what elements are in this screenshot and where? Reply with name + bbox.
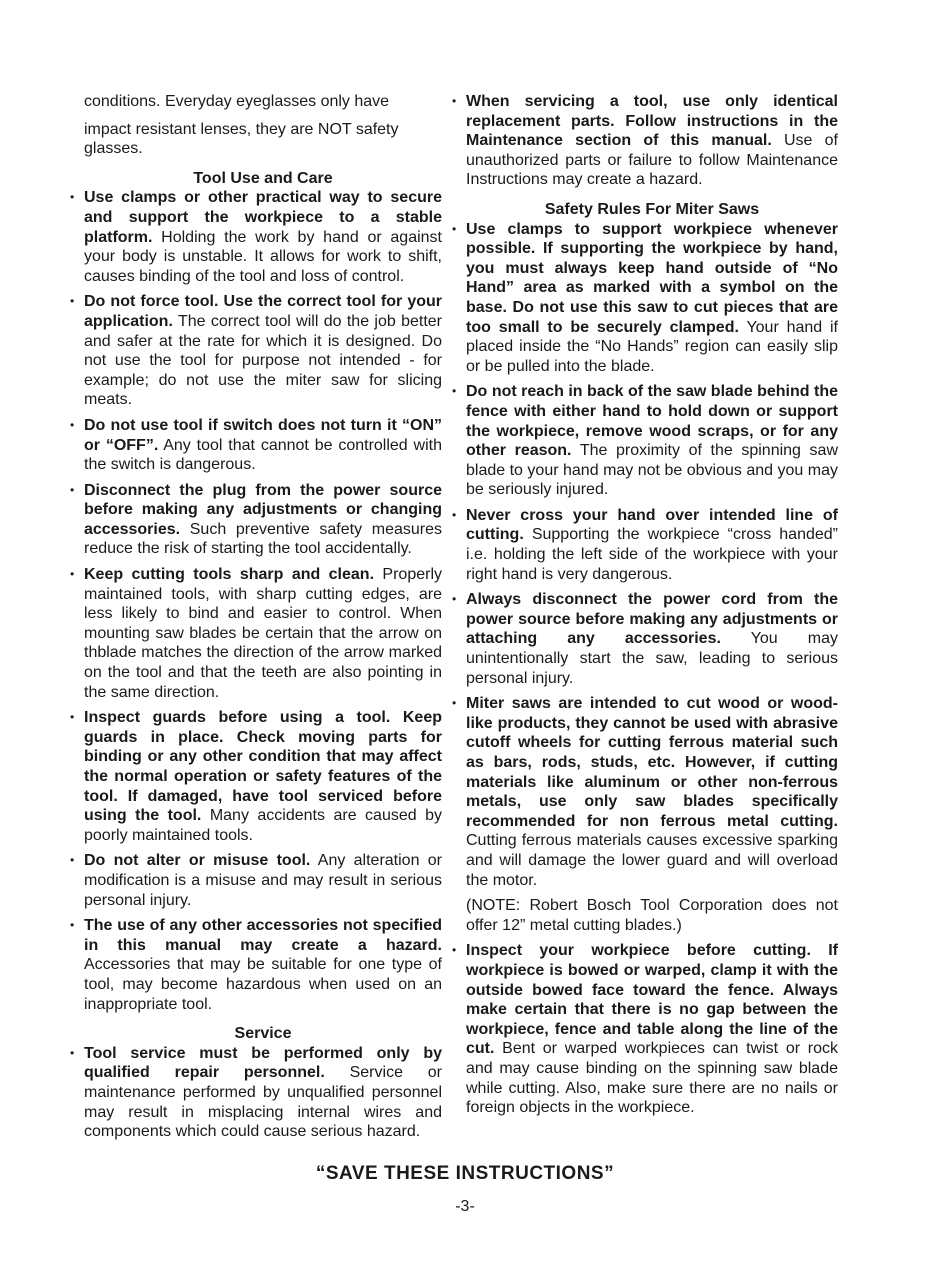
note-text: (NOTE: Robert Bosch Tool Corporation does not offer 12” metal cutting blades.) [466,897,838,934]
miter-saw-list [466,220,838,891]
rule-item: • Never cross your hand over intended line of cutting. Supporting the workpiece “cross handed” i.e. holding the left side of the workpiece with your right hand is very dangerous. [466,506,838,584]
rule-item: • Inspect your workpiece before cutting. If workpiece is bowed or warped, clamp it with the outside bowed face toward the fence. Always make certain that there is no gap between the workpiece, fence and table along the line of the cut. Bent or warped workpieces can twist or rock and may cause binding on the spinning saw blade while cutting. Also, make sure there are no nails or foreign objects in the workpiece. [466,941,838,1117]
service-heading: Service [234,1025,292,1043]
inspect-list [466,941,838,1117]
rule-item: • Do not reach in back of the saw blade behind the fence with either hand to hold down or support the workpiece, remove wood scraps, or for any other reason. The proximity of the spinning saw blade to your hand may not be obvious and you may be seriously injured. [466,382,838,500]
rule-item: • Use clamps to support workpiece whenever possible. If supporting the workpiece by hand, you must always keep hand outside of “No Hand” area as marked with a symbol on the base. Do not use this saw to cut pieces that are too small to be securely clamped. Your hand if placed inside the “No Hands” region can easily slip or be pulled into the blade. [466,220,838,377]
service-list [84,1044,442,1142]
rule-item: • Tool service must be performed only by qualified repair personnel. Service or maintenance performed by unqualified personnel may result in misplacing internal wires and components which could cause serious hazard. [84,1044,442,1142]
rule-item: • Use clamps or other practical way to secure and support the workpiece to a stable platform. Holding the work by hand or against your body is unstable. It allows for work to shift, causes binding of the tool and loss of control. [84,188,442,286]
intro-line: impact resistant lenses, they are NOT safety glasses. [84,120,399,158]
rule-item: • Always disconnect the power cord from the power source before making any adjustments or attaching any accessories. You may unintentionally start the saw, leading to serious personal injury. [466,590,838,688]
miter-saw-heading: Safety Rules For Miter Saws [544,200,760,218]
rule-item: • Inspect guards before using a tool. Keep guards in place. Check moving parts for binding or any other condition that may affect the normal operation or safety features of the tool. If damaged, have tool serviced before using the tool. Many accidents are caused by poorly maintained tools. [84,708,442,845]
servicing-list [466,92,838,190]
rule-item: • When servicing a tool, use only identical replacement parts. Follow instructions in the Maintenance section of this manual. Use of unauthorized parts or failure to follow Maintenance Instructions may create a hazard. [466,92,838,190]
rule-item: • Miter saws are intended to cut wood or wood-like products, they cannot be used with abrasive cutoff wheels for cutting ferrous material such as bars, rods, studs, etc. However, if cutting materials like aluminum or other non-ferrous metals, use only saw blades specifically recommended for non ferrous metal cutting. Cutting ferrous materials causes excessive sparking and will damage the lower guard and will overload the motor. [466,694,838,890]
rule-item: • Do not use tool if switch does not turn it “ON” or “OFF”. Any tool that cannot be controlled with the switch is dangerous. [84,416,442,475]
rule-item: • Keep cutting tools sharp and clean. Properly maintained tools, with sharp cutting edges, are less likely to bind and easier to control. When mounting saw blades be certain that the arrow on thblade matches the direction of the arrow marked on the tool and that the teeth are also pointing in the same direction. [84,565,442,702]
left-column [84,92,442,1148]
rule-item: • Do not alter or misuse tool. Any alteration or modification is a misuse and may result in serious personal injury. [84,851,442,910]
right-column [466,92,838,1124]
intro-line: conditions. Everyday eyeglasses only have [84,93,390,110]
rule-item: • The use of any other accessories not specified in this manual may create a hazard. Accessories that may be suitable for one type of tool, may become hazardous when used on an inappropriate tool. [84,916,442,1014]
tool-use-heading: Tool Use and Care [193,169,333,187]
rule-item: • Disconnect the plug from the power source before making any adjustments or changing accessories. Such preventive safety measures reduce the risk of starting the tool accidentally. [84,481,442,559]
intro-text [84,92,442,159]
rule-item: • Do not force tool. Use the correct tool for your application. The correct tool will do the job better and safer at the rate for which it is designed. Do not use the tool for purpose not intended - for example; do not use the miter saw for slicing meats. [84,292,442,410]
save-instructions-banner: “SAVE THESE INSTRUCTIONS” [315,1163,615,1184]
page-number: -3- [455,1198,475,1215]
tool-use-list [84,188,442,1014]
